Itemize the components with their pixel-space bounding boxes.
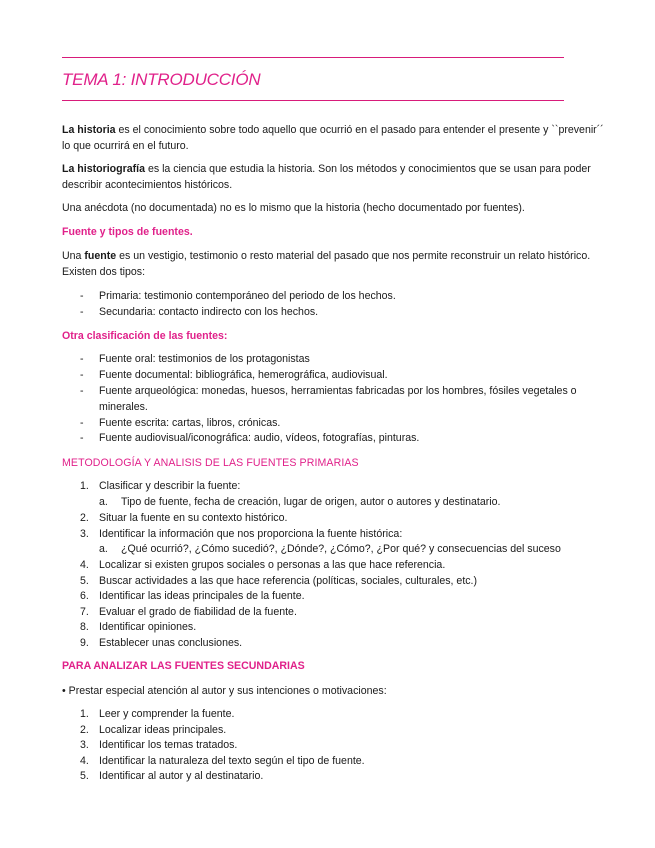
list-item: Secundaria: contacto indirecto con los hechos. <box>99 306 319 318</box>
list-number: 3. <box>80 739 89 751</box>
list-item: Establecer unas conclusiones. <box>99 637 243 649</box>
top-rule <box>62 57 564 58</box>
list-item: Evaluar el grado de fiabilidad de la fuente. <box>99 606 297 618</box>
list-number: 6. <box>80 590 89 602</box>
list-dash: - <box>80 353 84 365</box>
historia-text-1: es el conocimiento sobre todo aquello que ocurrió en el pasado para entender el presente y ``prevenir´´ <box>115 124 604 136</box>
anecdota-paragraph: Una anécdota (no documentada) no es lo mismo que la historia (hecho documentado por fuentes). <box>62 202 525 214</box>
historia-text-2: lo que ocurrirá en el futuro. <box>62 140 189 152</box>
list-dash: - <box>80 385 84 397</box>
list-subitem: ¿Qué ocurrió?, ¿Cómo sucedió?, ¿Dónde?, ¿Cómo?, ¿Por qué? y consecuencias del suceso <box>121 543 561 555</box>
fuente-def-line-1 <box>62 248 602 264</box>
list-item: Identificar la naturaleza del texto según el tipo de fuente. <box>99 755 365 767</box>
list-number: 2. <box>80 724 89 736</box>
list-item: Buscar actividades a las que hace referencia (políticas, sociales, culturales, etc.) <box>99 575 478 587</box>
list-number: 4. <box>80 755 89 767</box>
list-item: Situar la fuente en su contexto histórico. <box>99 512 288 524</box>
list-item: Localizar si existen grupos sociales o personas a las que hace referencia. <box>99 559 446 571</box>
list-dash: - <box>80 432 84 444</box>
list-item: Primaria: testimonio contemporáneo del periodo de los hechos. <box>99 290 396 302</box>
list-letter: a. <box>99 496 108 508</box>
secundarias-heading: PARA ANALIZAR LAS FUENTES SECUNDARIAS <box>62 660 305 672</box>
list-item-continuation: minerales. <box>99 401 148 413</box>
list-letter: a. <box>99 543 108 555</box>
list-number: 5. <box>80 575 89 587</box>
list-number: 2. <box>80 512 89 524</box>
list-item: Fuente audiovisual/iconográfica: audio, vídeos, fotografías, pinturas. <box>99 432 420 444</box>
historia-term: La historia <box>62 124 116 136</box>
historiografia-text-2: describir acontecimientos históricos. <box>62 179 233 191</box>
list-dash: - <box>80 290 84 302</box>
historiografia-text-1: es la ciencia que estudia la historia. Son los métodos y conocimientos que se usan para poder <box>145 163 591 175</box>
list-dash: - <box>80 306 84 318</box>
list-item: Identificar las ideas principales de la fuente. <box>99 590 305 602</box>
list-item: Identificar los temas tratados. <box>99 739 238 751</box>
list-item: Fuente escrita: cartas, libros, crónicas. <box>99 417 281 429</box>
list-item: Localizar ideas principales. <box>99 724 227 736</box>
list-item: Identificar opiniones. <box>99 621 197 633</box>
metodologia-heading: METODOLOGÍA Y ANALISIS DE LAS FUENTES PRIMARIAS <box>62 457 359 469</box>
list-number: 1. <box>80 708 89 720</box>
otra-heading: Otra clasificación de las fuentes: <box>62 330 228 342</box>
fuente-def-prefix: Una <box>62 250 85 262</box>
list-number: 9. <box>80 637 89 649</box>
list-item: Fuente documental: bibliográfica, hemerográfica, audiovisual. <box>99 369 388 381</box>
fuentes-heading: Fuente y tipos de fuentes. <box>62 226 193 238</box>
list-number: 1. <box>80 480 89 492</box>
historiografia-term: La historiografía <box>62 163 145 175</box>
page-title: TEMA 1: INTRODUCCIÓN <box>62 70 261 89</box>
secundarias-bullet: • Prestar especial atención al autor y sus intenciones o motivaciones: <box>62 685 387 697</box>
list-number: 7. <box>80 606 89 618</box>
list-item: Identificar al autor y al destinatario. <box>99 770 264 782</box>
fuente-def-text-1: es un vestigio, testimonio o resto material del pasado que nos permite reconstruir un relato histórico. <box>116 250 591 262</box>
title-underline <box>62 100 564 101</box>
list-number: 4. <box>80 559 89 571</box>
list-dash: - <box>80 369 84 381</box>
list-item: Clasificar y describir la fuente: <box>99 480 241 492</box>
fuente-def-text-2: Existen dos tipos: <box>62 266 146 278</box>
list-item: Fuente arqueológica: monedas, huesos, herramientas fabricadas por los hombres, fósiles vegetales o <box>99 385 577 397</box>
list-item: Identificar la información que nos proporciona la fuente histórica: <box>99 528 403 540</box>
list-item: Leer y comprender la fuente. <box>99 708 235 720</box>
list-number: 5. <box>80 770 89 782</box>
list-dash: - <box>80 417 84 429</box>
list-item: Fuente oral: testimonios de los protagonistas <box>99 353 310 365</box>
fuente-term: fuente <box>84 250 117 262</box>
list-subitem: Tipo de fuente, fecha de creación, lugar de origen, autor o autores y destinatario. <box>121 496 501 508</box>
list-number: 8. <box>80 621 89 633</box>
list-number: 3. <box>80 528 89 540</box>
historia-line-1 <box>62 122 602 138</box>
historiografia-line-1 <box>62 161 602 177</box>
